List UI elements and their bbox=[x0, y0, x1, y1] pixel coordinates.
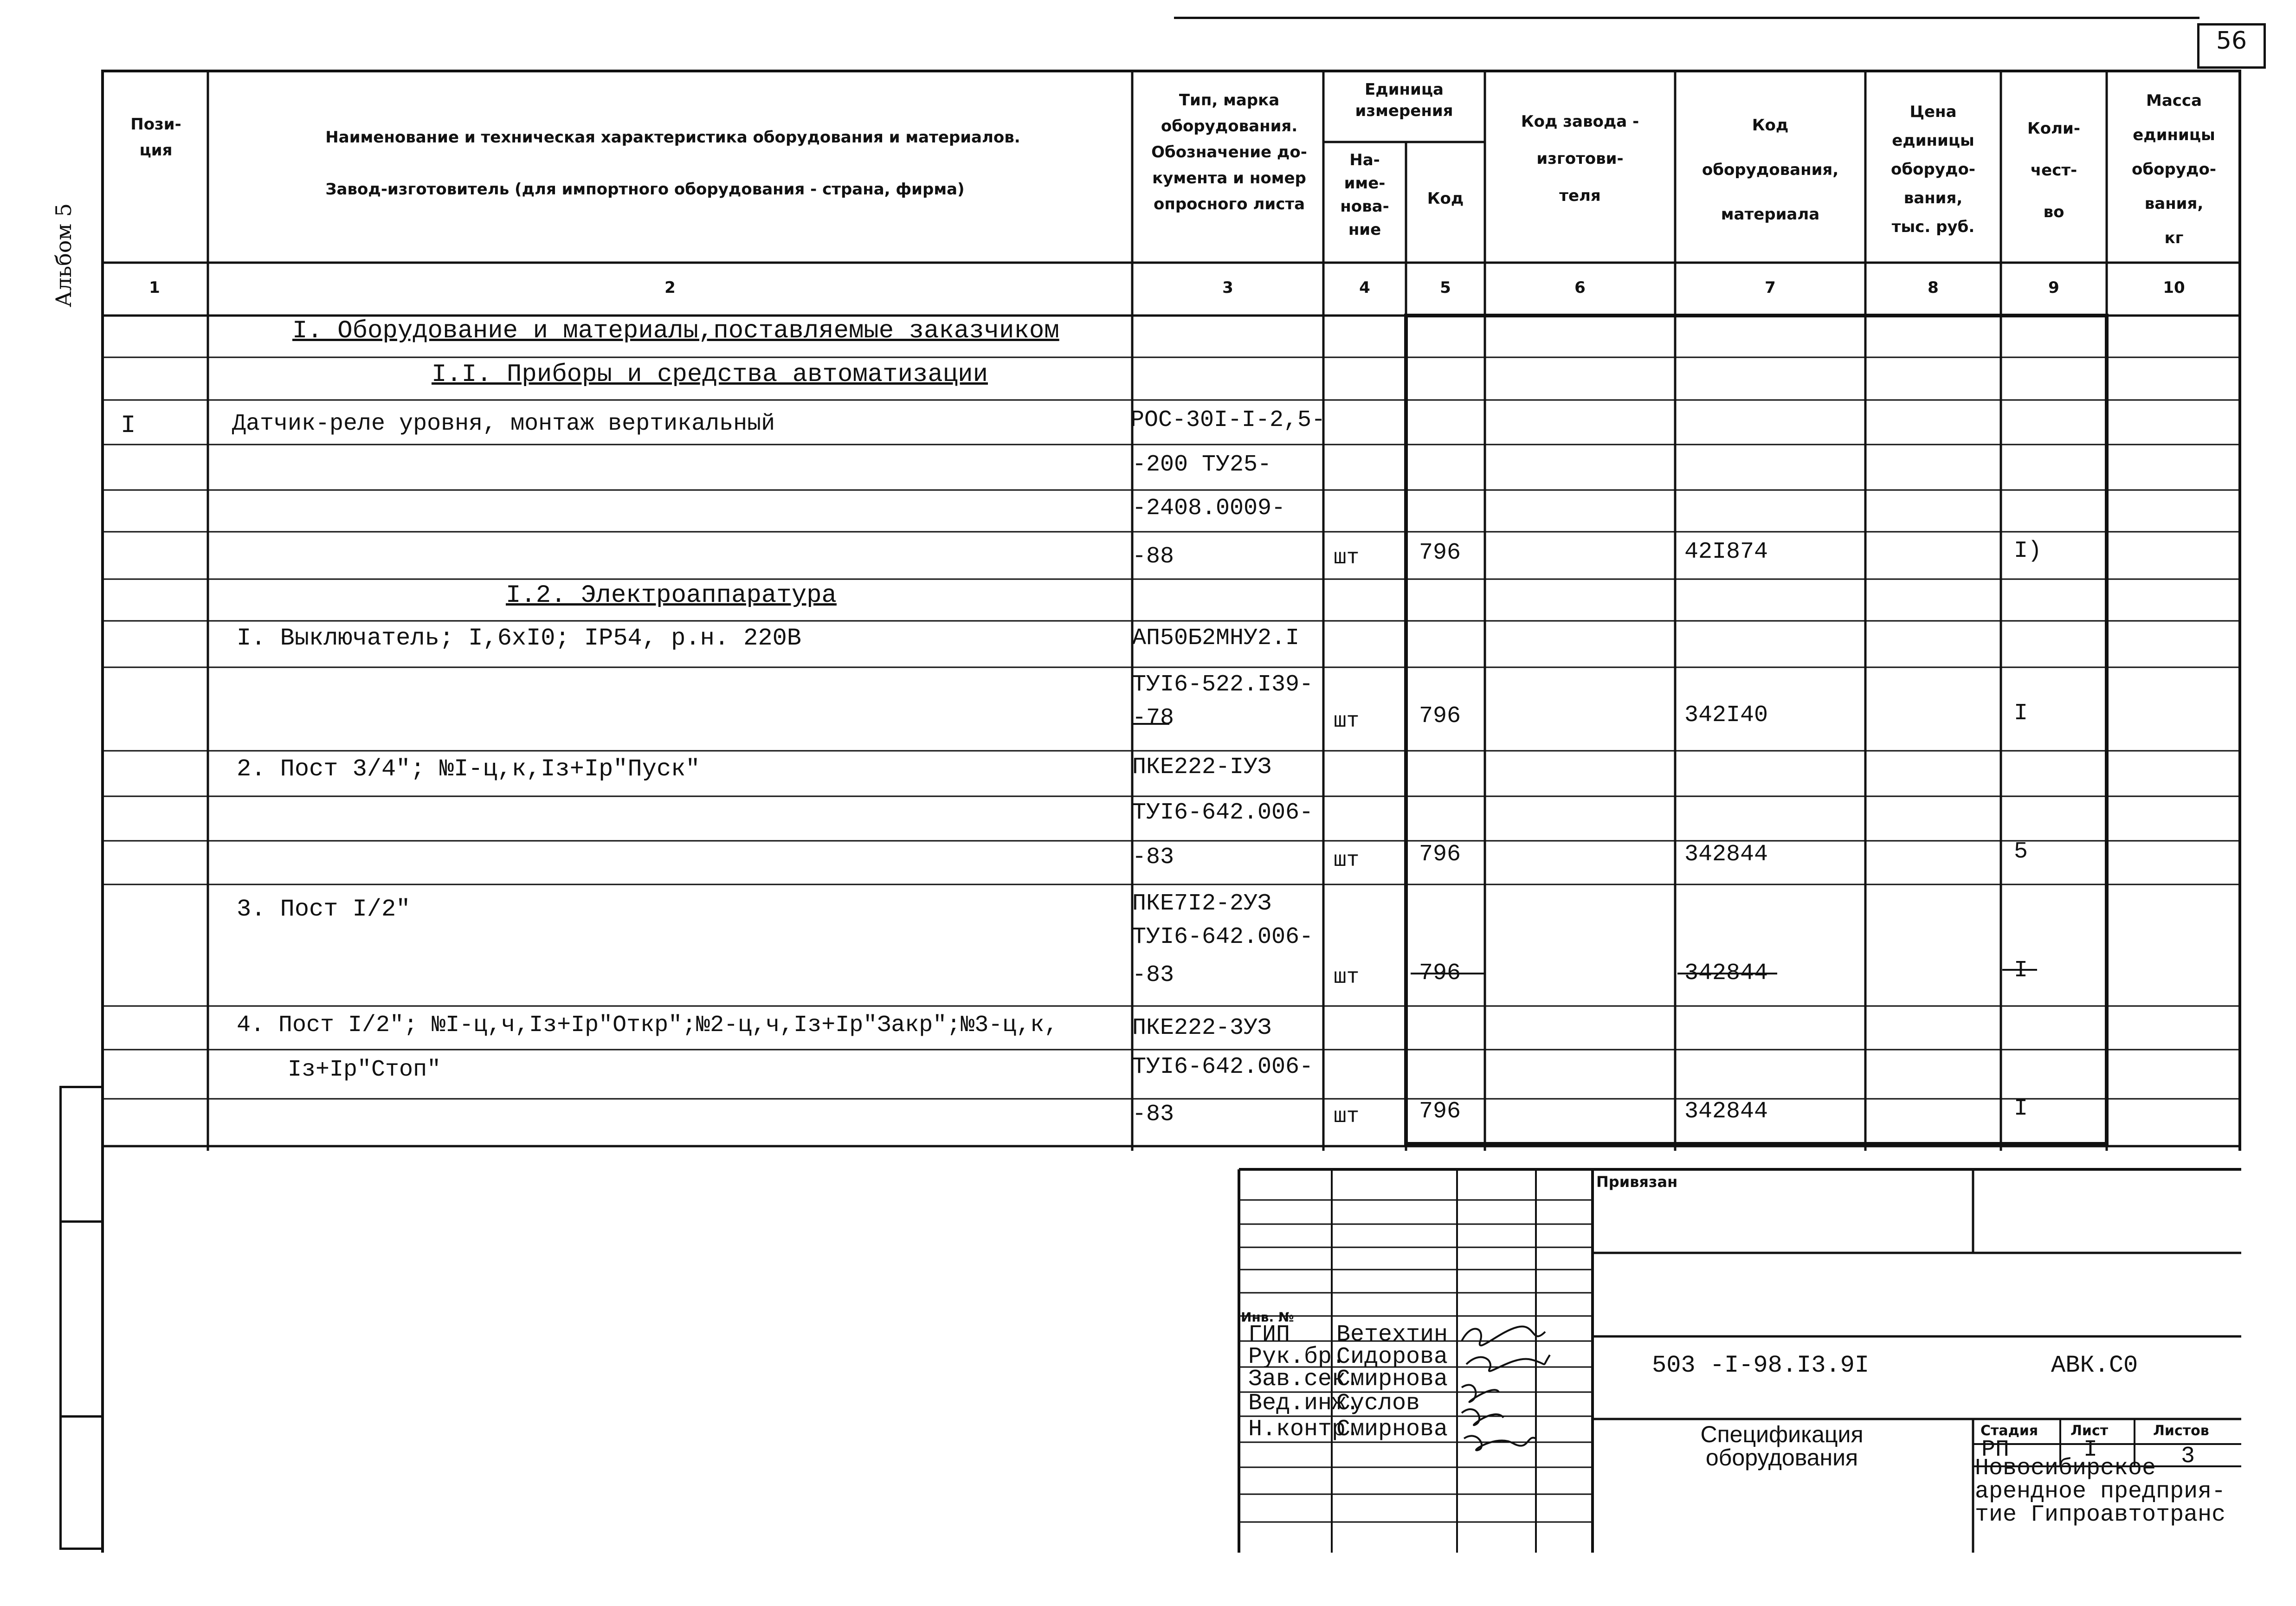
staff-name: Ветехтин bbox=[1336, 1322, 1448, 1348]
header-name-line1: Наименование и техническая характеристика оборудования и материалов. bbox=[325, 128, 1020, 147]
album-label: Альбом 5 bbox=[51, 203, 76, 308]
table-row-type: ПКЕ7I2-2УЗ bbox=[1132, 890, 1272, 917]
table-row-name: Iз+Iр"Стоп" bbox=[232, 1057, 441, 1083]
table-row-type: -83 bbox=[1132, 962, 1174, 988]
table-row-unit: шт bbox=[1334, 965, 1360, 989]
subsection-title: I.2. Электроаппаратура bbox=[506, 581, 837, 610]
table-row-type: АП50Б2МНУ2.I bbox=[1132, 625, 1300, 651]
col-number: 8 bbox=[1928, 278, 1939, 297]
sheets-value: 3 bbox=[2181, 1443, 2195, 1470]
document-title: Спецификация оборудования bbox=[1700, 1421, 1864, 1471]
table-row-type: -2408.0009- bbox=[1132, 495, 1286, 522]
bound-label: Привязан bbox=[1596, 1173, 1678, 1191]
stage-label: Стадия bbox=[1980, 1423, 2038, 1439]
organization-name: Новосибирское арендное предприя- тие Гипроавтотранс bbox=[1975, 1455, 2226, 1528]
col-number: 9 bbox=[2048, 278, 2059, 297]
table-row-name: I. Выключатель; I,6xI0; IP54, р.н. 220В bbox=[237, 625, 801, 652]
table-row-unit: шт bbox=[1334, 1104, 1360, 1129]
document-number: 503 -I-98.I3.9I bbox=[1652, 1352, 1870, 1379]
table-row-equipment-code: 342844 bbox=[1684, 1098, 1768, 1125]
table-row-quantity: 5 bbox=[2014, 838, 2028, 865]
staff-role: Вед.инж. bbox=[1248, 1390, 1360, 1417]
table-row-code: 796 bbox=[1419, 703, 1461, 729]
staff-role: Н.контр. bbox=[1248, 1416, 1360, 1443]
table-row-code: 796 bbox=[1419, 540, 1461, 566]
table-row-code: 796 bbox=[1419, 960, 1461, 987]
table-row-position: I bbox=[121, 412, 136, 440]
table-row-type: -88 bbox=[1132, 543, 1174, 570]
col-number: 2 bbox=[664, 278, 676, 297]
signatures bbox=[1452, 1313, 1559, 1471]
staff-role: ГИП bbox=[1248, 1322, 1290, 1348]
table-row-type: -200 ТУ25- bbox=[1132, 451, 1272, 478]
table-row-unit: шт bbox=[1334, 546, 1360, 570]
table-row-equipment-code: 342844 bbox=[1684, 960, 1768, 987]
table-row-type: ТУI6-642.006- bbox=[1132, 1054, 1314, 1080]
col-number: 5 bbox=[1440, 278, 1451, 297]
table-row-quantity: I bbox=[2014, 700, 2028, 727]
stage-value: РП bbox=[1981, 1437, 2010, 1463]
table-row-type: -83 bbox=[1132, 1101, 1174, 1128]
table-row-name: 3. Пост I/2" bbox=[237, 896, 411, 923]
table-row-quantity: I) bbox=[2014, 538, 2042, 564]
section-title: I. Оборудование и материалы,поставляемые заказчиком bbox=[292, 317, 1059, 345]
table-row-unit: шт bbox=[1334, 848, 1360, 872]
table-row-equipment-code: 342I40 bbox=[1684, 702, 1768, 729]
table-row-type: -78 bbox=[1132, 705, 1174, 731]
document-code: АВК.С0 bbox=[2051, 1352, 2138, 1379]
inventory-label: Инв. № bbox=[1241, 1309, 1294, 1325]
table-row-code: 796 bbox=[1419, 841, 1461, 868]
table-row-unit: шт bbox=[1334, 709, 1360, 733]
header-unit-group: Единица измерения bbox=[1355, 80, 1453, 120]
sheet-value: I bbox=[2083, 1437, 2098, 1463]
header-unit-name: На- име- нова- ние bbox=[1340, 151, 1389, 239]
col-number: 10 bbox=[2163, 278, 2185, 297]
header-name-line2: Завод-изготовитель (для импортного оборудования - страна, фирма) bbox=[325, 180, 965, 199]
table-row-name: Датчик-реле уровня, монтаж вертикальный bbox=[232, 411, 775, 437]
table-row-quantity: I bbox=[2014, 957, 2028, 984]
table-row-type: ПКЕ222-IУЗ bbox=[1132, 754, 1272, 780]
table-row-name: 2. Пост 3/4"; №I-ц,к,Iз+Iр"Пуск" bbox=[237, 755, 700, 783]
table-row-quantity: I bbox=[2014, 1096, 2028, 1122]
table-row-name: 4. Пост I/2"; №I-ц,ч,Iз+Iр"Откр";№2-ц,ч,Iз+Iр"Закр";№3-ц,к, bbox=[237, 1012, 1058, 1038]
table-row-type: ТУI6-642.006- bbox=[1132, 924, 1314, 950]
table-row-type: ТУI6-522.I39- bbox=[1132, 671, 1314, 698]
col-number: 3 bbox=[1222, 278, 1233, 297]
sheet-label: Лист bbox=[2070, 1423, 2109, 1439]
col-number: 4 bbox=[1359, 278, 1370, 297]
table-row-equipment-code: 342844 bbox=[1684, 841, 1768, 868]
col-number: 7 bbox=[1765, 278, 1776, 297]
staff-name: Сидорова bbox=[1336, 1344, 1448, 1370]
header-factory-code: Код завода - изготови- теля bbox=[1521, 112, 1639, 205]
table-row-type: -83 bbox=[1132, 844, 1174, 871]
staff-role: Рук.бр. bbox=[1248, 1344, 1346, 1370]
staff-name: Суслов bbox=[1336, 1390, 1420, 1417]
page-number: 56 bbox=[2216, 27, 2247, 55]
table-row-code: 796 bbox=[1419, 1098, 1461, 1125]
staff-name: Смирнова bbox=[1336, 1416, 1448, 1443]
col-number: 1 bbox=[149, 278, 160, 297]
header-type: Тип, марка оборудования. Обозначение до- кумента и номер опросного листа bbox=[1151, 91, 1307, 213]
sheets-label: Листов bbox=[2153, 1423, 2209, 1439]
staff-name: Смирнова bbox=[1336, 1366, 1448, 1393]
header-unit-code: Код bbox=[1427, 189, 1464, 208]
table-row-type: РОС-30I-I-2,5- bbox=[1130, 407, 1326, 433]
header-quantity: Коли- чест- во bbox=[2027, 119, 2080, 221]
header-price: Цена единицы оборудо- вания, тыс. руб. bbox=[1891, 103, 1975, 236]
header-mass: Масса единицы оборудо- вания, кг bbox=[2132, 91, 2216, 247]
table-row-type: ТУI6-642.006- bbox=[1132, 800, 1314, 826]
table-row-equipment-code: 42I874 bbox=[1684, 539, 1768, 565]
col-number: 6 bbox=[1574, 278, 1586, 297]
header-equipment-code: Код оборудования, материала bbox=[1702, 116, 1839, 224]
header-position: Пози- ция bbox=[130, 115, 181, 160]
table-row-type: ПКЕ222-3УЗ bbox=[1132, 1015, 1272, 1041]
staff-role: Зав.сек. bbox=[1248, 1366, 1360, 1393]
subsection-title: I.I. Приборы и средства автоматизации bbox=[432, 361, 988, 389]
